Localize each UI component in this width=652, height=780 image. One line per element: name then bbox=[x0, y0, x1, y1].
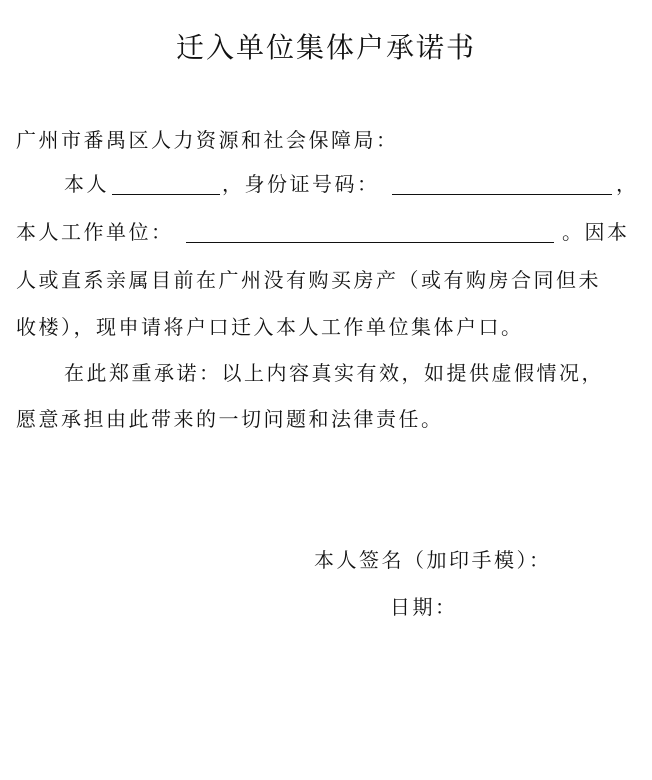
id-number-label: ，身份证号码： bbox=[222, 172, 380, 196]
id-number-blank-field[interactable] bbox=[392, 194, 612, 195]
document-title: 迁入单位集体户承诺书 bbox=[175, 31, 476, 64]
body-line-4: 收楼），现申请将户口迁入本人工作单位集体户口。 bbox=[16, 315, 524, 339]
date-label: 日期： bbox=[390, 595, 458, 619]
id-number-trailing-comma: ， bbox=[616, 172, 639, 196]
body-line-3: 人或直系亲属目前在广州没有购买房产（或有购房合同但未 bbox=[16, 268, 601, 292]
signature-label: 本人签名（加印手模）： bbox=[314, 548, 552, 572]
name-label: 本人 bbox=[64, 172, 109, 196]
name-blank-field[interactable] bbox=[112, 194, 220, 195]
body-line-5: 在此郑重承诺：以上内容真实有效，如提供虚假情况， bbox=[64, 361, 604, 385]
work-unit-label: 本人工作单位： bbox=[16, 220, 174, 244]
work-unit-blank-field[interactable] bbox=[186, 242, 554, 243]
work-unit-suffix: 。因本 bbox=[562, 220, 630, 244]
addressee-line: 广州市番禺区人力资源和社会保障局： bbox=[16, 128, 399, 152]
body-line-6: 愿意承担由此带来的一切问题和法律责任。 bbox=[16, 407, 444, 431]
